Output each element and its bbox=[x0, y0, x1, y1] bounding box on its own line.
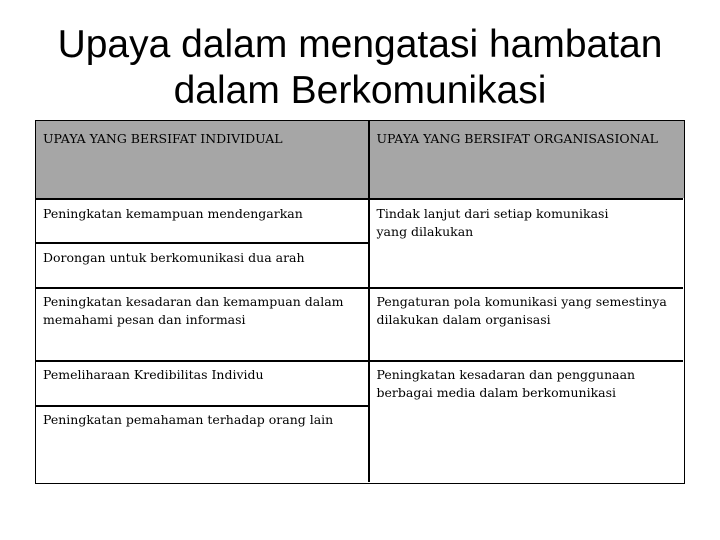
row-divider bbox=[36, 242, 368, 244]
row-divider bbox=[36, 360, 683, 362]
header-individual: UPAYA YANG BERSIFAT INDIVIDUAL bbox=[36, 121, 368, 198]
individual-item: Dorongan untuk berkomunikasi dua arah bbox=[43, 250, 305, 265]
individual-item: Peningkatan pemahaman terhadap orang lain bbox=[43, 412, 334, 427]
slide-title-line-2: dalam Berkomunikasi bbox=[173, 69, 547, 112]
row-divider bbox=[36, 198, 683, 200]
organisasional-item: Tindak lanjut dari setiap komunikasi yang dilakukan bbox=[376, 206, 609, 239]
individual-item: Peningkatan kesadaran dan kemampuan dalam memahami pesan dan informasi bbox=[43, 294, 344, 327]
comparison-table bbox=[35, 120, 685, 484]
individual-item: Pemeliharaan Kredibilitas Individu bbox=[43, 367, 264, 382]
column-divider bbox=[368, 121, 370, 482]
individual-item: Peningkatan kemampuan mendengarkan bbox=[43, 206, 303, 221]
organisasional-item: Peningkatan kesadaran dan penggunaan berbagai media dalam berkomunikasi bbox=[376, 367, 636, 400]
row-divider bbox=[36, 287, 683, 289]
slide-title-line-1: Upaya dalam mengatasi hambatan bbox=[57, 23, 663, 66]
slide-title bbox=[0, 22, 720, 114]
header-organisasional: UPAYA YANG BERSIFAT ORGANISASIONAL bbox=[370, 121, 684, 198]
row-divider bbox=[36, 405, 368, 407]
organisasional-item: Pengaturan pola komunikasi yang semestinya dilakukan dalam organisasi bbox=[376, 294, 667, 327]
